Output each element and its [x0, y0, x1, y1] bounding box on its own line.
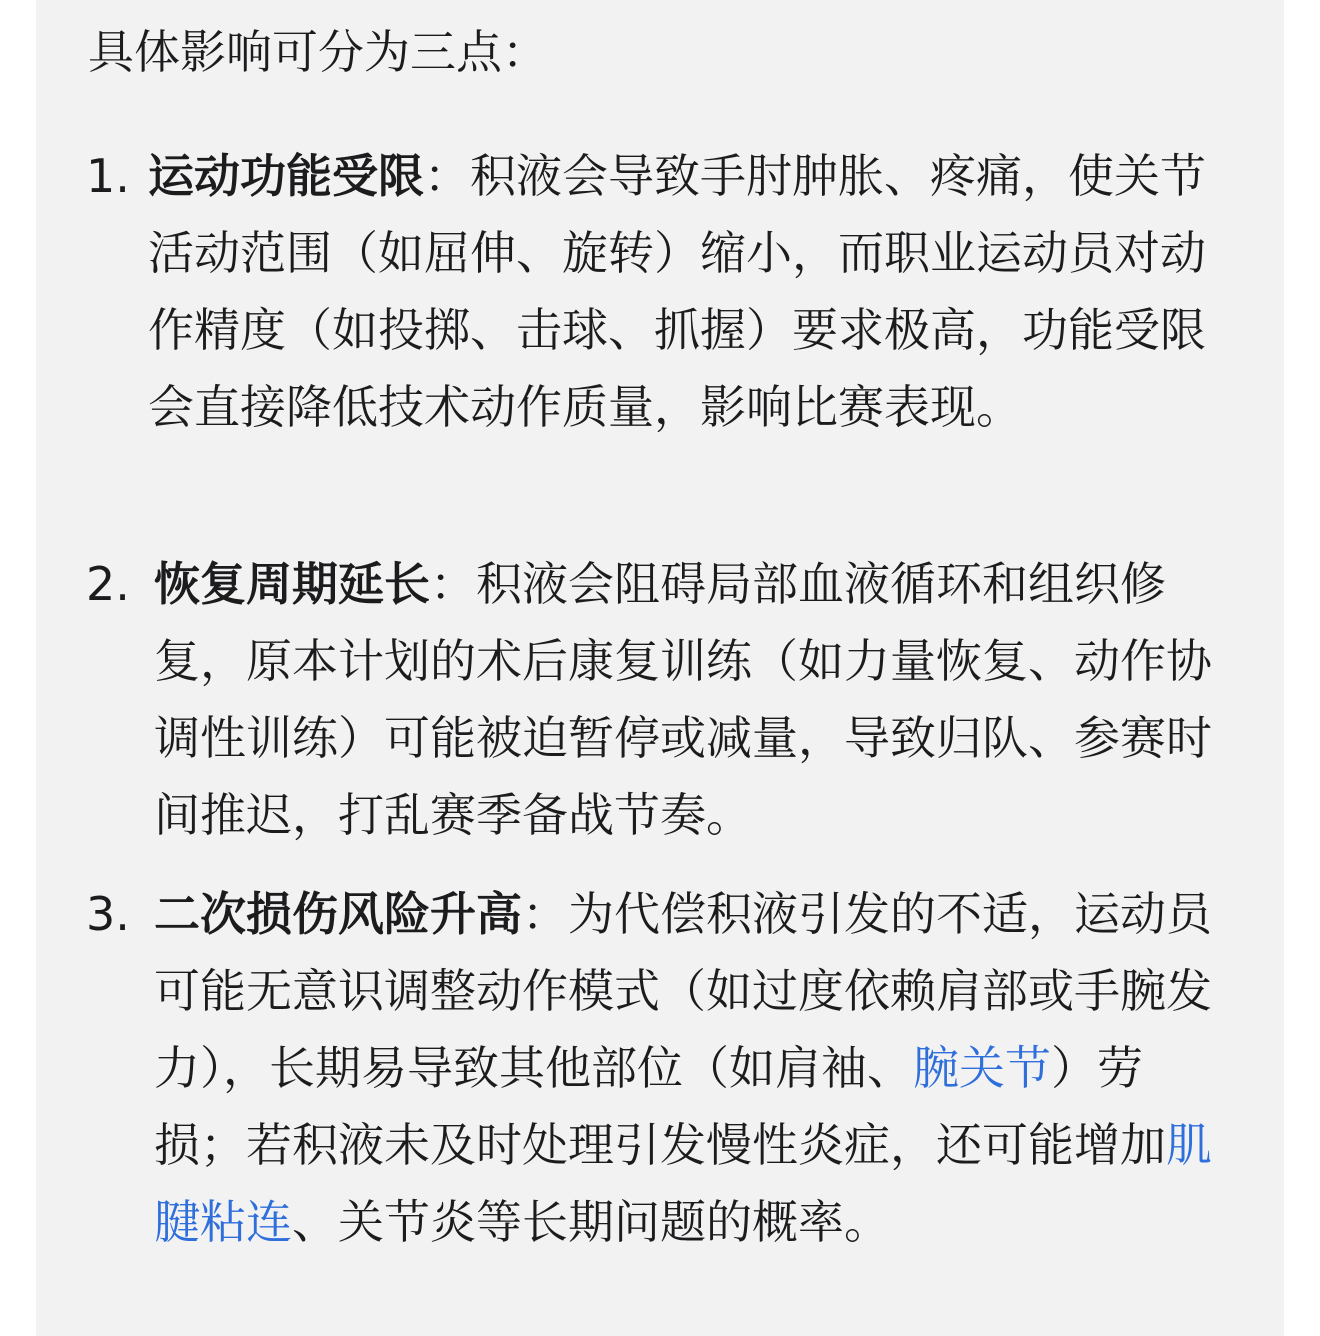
heading-separator: ： — [424, 149, 470, 203]
item-text: 积液会导致手肘肿胀、疼痛，使关节活动范围（如屈伸、旋转）缩小，而职业运动员对动作精度（如投掷、击球、抓握）要求极高，功能受限会直接降低技术动作质量，影响比赛表现。 — [148, 149, 1206, 434]
list-item — [86, 546, 1246, 854]
list-number: 3. — [86, 887, 130, 941]
list-item-body — [148, 138, 1238, 446]
item-text: 为代偿积液引发的不适，运动员可能无意识调整动作模式（如过度依赖肩部或手腕发力），长期易导致其他部位（如肩袖、 — [154, 887, 1212, 1095]
item-text: 、关节炎等长期问题的概率。 — [292, 1195, 890, 1249]
link-wrist-joint[interactable]: 腕关节 — [913, 1041, 1051, 1095]
list-number: 2. — [86, 557, 130, 611]
list-item-body — [154, 546, 1224, 854]
link-tendon-adhesion[interactable]: 肌腱粘连 — [154, 1118, 1212, 1249]
heading-separator: ： — [522, 887, 568, 941]
heading-separator: ： — [430, 557, 476, 611]
item-text: 积液会阻碍局部血液循环和组织修复，原本计划的术后康复训练（如力量恢复、动作协调性训练）可能被迫暂停或减量，导致归队、参赛时间推迟，打乱赛季备战节奏。 — [154, 557, 1212, 842]
list-item — [86, 876, 1246, 1261]
item-text: ）劳损；若积液未及时处理引发慢性炎症，还可能增加 — [154, 1041, 1166, 1172]
intro-text: 具体影响可分为三点： — [88, 25, 548, 79]
item-heading: 运动功能受限 — [148, 149, 424, 203]
list-number: 1. — [86, 149, 130, 203]
item-heading: 恢复周期延长 — [154, 557, 430, 611]
list-item-body — [154, 876, 1224, 1261]
list-item — [86, 138, 1246, 446]
item-heading: 二次损伤风险升高 — [154, 887, 522, 941]
